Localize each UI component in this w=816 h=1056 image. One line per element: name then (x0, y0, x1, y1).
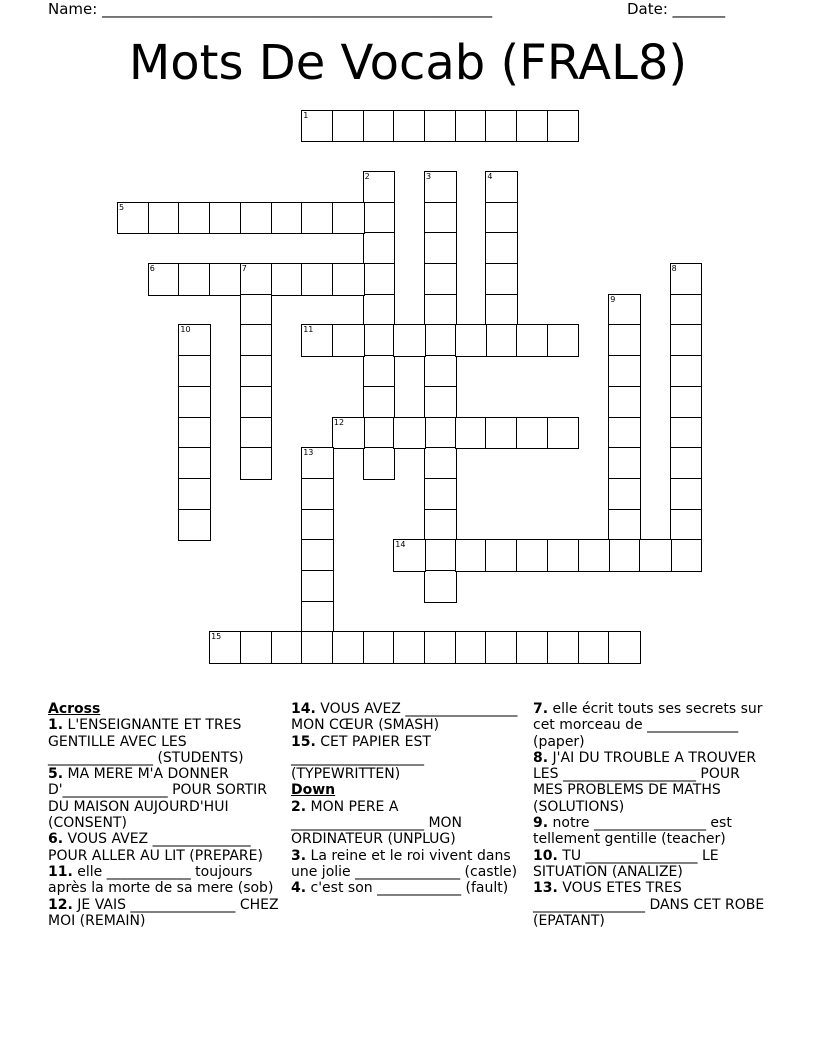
grid-cell[interactable] (485, 263, 518, 296)
clue-item (291, 848, 523, 881)
clue-item-number: 1. (48, 717, 64, 734)
across-heading: Across (48, 701, 101, 717)
clue-item-number: 2. (291, 798, 307, 815)
grid-cell[interactable] (240, 447, 273, 480)
clue-item-number: 11. (48, 863, 73, 880)
grid-cell[interactable] (332, 110, 365, 143)
clue-item-number: 10. (533, 847, 558, 864)
grid-cell[interactable] (240, 386, 273, 419)
grid-cell[interactable] (455, 631, 488, 664)
grid-cell[interactable] (363, 263, 396, 296)
clue-number: 13 (303, 448, 314, 458)
clue-item (48, 864, 280, 897)
clue-item (291, 880, 523, 896)
grid-cell[interactable] (608, 447, 641, 480)
grid-cell[interactable] (485, 539, 518, 572)
clue-item-number: 14. (291, 701, 316, 717)
grid-cell[interactable] (516, 324, 549, 357)
grid-cell[interactable] (424, 417, 457, 450)
grid-cell[interactable] (424, 386, 457, 419)
clue-item-text: TU ________________ LE SITUATION (ANALIZE) (533, 847, 719, 880)
grid-cell[interactable] (178, 447, 211, 480)
clue-item-number: 12. (48, 896, 73, 913)
grid-cell[interactable] (670, 324, 703, 357)
clue-item (48, 766, 280, 831)
grid-cell[interactable] (363, 324, 396, 357)
grid-cell[interactable] (332, 324, 365, 357)
grid-cell[interactable] (424, 232, 457, 265)
grid-cell[interactable] (608, 294, 641, 327)
grid-cell[interactable] (670, 509, 703, 542)
grid-cell[interactable] (332, 631, 365, 664)
grid-cell[interactable] (485, 294, 518, 327)
grid-cell[interactable] (424, 631, 457, 664)
clue-item-text: CET PAPIER EST ___________________ (TYPEWRITTEN) (291, 733, 431, 783)
grid-cell[interactable] (332, 202, 365, 235)
grid-cell[interactable] (424, 539, 457, 572)
grid-cell[interactable] (332, 263, 365, 296)
clue-item-number: 3. (291, 847, 307, 864)
grid-cell[interactable] (424, 171, 457, 204)
grid-cell[interactable] (670, 294, 703, 327)
grid-cell[interactable] (240, 202, 273, 235)
clue-number: 11 (303, 325, 314, 335)
clue-item (291, 799, 523, 848)
grid-cell[interactable] (363, 294, 396, 327)
grid-cell[interactable] (670, 539, 703, 572)
clue-item-number: 6. (48, 831, 64, 848)
clue-number: 9 (610, 294, 616, 304)
grid-cell[interactable] (424, 355, 457, 388)
grid-cell[interactable] (117, 202, 150, 235)
clues-column-3 (533, 701, 765, 929)
grid-cell[interactable] (240, 417, 273, 450)
grid-cell[interactable] (393, 110, 426, 143)
clue-item-number: 5. (48, 766, 64, 783)
grid-cell[interactable] (670, 263, 703, 296)
grid-cell[interactable] (178, 263, 211, 296)
grid-cell[interactable] (424, 263, 457, 296)
clue-item-text: MON PERE A ___________________ MON ORDINATEUR (UNPLUG) (291, 798, 463, 848)
clue-number: 15 (211, 632, 222, 642)
grid-cell[interactable] (547, 417, 580, 450)
grid-cell[interactable] (178, 417, 211, 450)
grid-cell[interactable] (455, 417, 488, 450)
grid-cell[interactable] (363, 110, 396, 143)
grid-cell[interactable] (393, 631, 426, 664)
clue-number: 8 (671, 264, 677, 273)
grid-cell[interactable] (455, 539, 488, 572)
grid-cell[interactable] (148, 263, 181, 296)
clue-item (533, 815, 765, 848)
clue-item-number: 4. (291, 880, 307, 897)
down-heading: Down (291, 782, 336, 799)
grid-cell[interactable] (608, 478, 641, 511)
grid-cell[interactable] (363, 386, 396, 419)
grid-cell[interactable] (148, 202, 181, 235)
grid-cell[interactable] (209, 631, 242, 664)
grid-cell[interactable] (363, 631, 396, 664)
date-line[interactable]: Date: _______ (627, 0, 726, 18)
clue-number: 3 (426, 171, 432, 181)
grid-cell[interactable] (301, 601, 334, 634)
grid-cell[interactable] (271, 631, 304, 664)
grid-cell[interactable] (393, 539, 426, 572)
clue-item (291, 734, 523, 783)
grid-cell[interactable] (178, 202, 211, 235)
grid-cell[interactable] (271, 202, 304, 235)
grid-cell[interactable] (178, 386, 211, 419)
grid-cell[interactable] (363, 417, 396, 450)
grid-cell[interactable] (363, 171, 396, 204)
grid-cell[interactable] (578, 539, 611, 572)
grid-cell[interactable] (424, 202, 457, 235)
grid-cell[interactable] (608, 355, 641, 388)
grid-cell[interactable] (240, 294, 273, 327)
grid-cell[interactable] (608, 539, 641, 572)
clue-item-text: VOUS ETES TRES ________________ DANS CET ROBE (EPATANT) (533, 880, 765, 929)
grid-cell[interactable] (301, 447, 334, 480)
page-title: Mots De Vocab (FRAL8) (128, 35, 688, 91)
grid-cell[interactable] (424, 110, 457, 143)
grid-cell[interactable] (608, 631, 641, 664)
grid-cell[interactable] (547, 539, 580, 572)
grid-cell[interactable] (455, 324, 488, 357)
grid-cell[interactable] (670, 386, 703, 419)
grid-cell[interactable] (516, 110, 549, 143)
grid-cell[interactable] (608, 509, 641, 542)
grid-cell[interactable] (178, 355, 211, 388)
grid-cell[interactable] (608, 417, 641, 450)
grid-cell[interactable] (455, 110, 488, 143)
clue-item-number: 13. (533, 880, 558, 897)
grid-cell[interactable] (240, 631, 273, 664)
grid-cell[interactable] (301, 539, 334, 572)
clue-item-text: VOUS AVEZ ______________ POUR ALLER AU LIT (PREPARE) (48, 831, 263, 864)
clue-item-text: La reine et le roi vivent dans une jolie _______________ (castle) (291, 847, 518, 880)
clue-number: 12 (333, 417, 345, 427)
grid-cell[interactable] (639, 539, 672, 572)
grid-cell[interactable] (393, 417, 426, 450)
grid-cell[interactable] (240, 324, 273, 357)
grid-cell[interactable] (547, 110, 580, 143)
clue-item (48, 717, 280, 766)
grid-cell[interactable] (424, 509, 457, 542)
grid-cell[interactable] (485, 110, 518, 143)
grid-cell[interactable] (301, 202, 334, 235)
clue-number: 6 (149, 264, 155, 273)
clue-item (533, 701, 765, 750)
grid-cell[interactable] (301, 631, 334, 664)
grid-cell[interactable] (424, 294, 457, 327)
grid-cell[interactable] (301, 570, 334, 603)
clue-item (533, 848, 765, 881)
grid-cell[interactable] (424, 570, 457, 603)
clue-item-text: notre ________________ est tellement gentille (teacher) (533, 815, 732, 848)
grid-cell[interactable] (301, 263, 334, 296)
grid-cell[interactable] (547, 324, 580, 357)
clue-number: 4 (487, 171, 493, 181)
grid-cell[interactable] (670, 355, 703, 388)
grid-cell[interactable] (301, 478, 334, 511)
grid-cell[interactable] (547, 631, 580, 664)
grid-cell[interactable] (608, 324, 641, 357)
clue-item-number: 7. (533, 701, 549, 717)
grid-cell[interactable] (485, 324, 518, 357)
grid-cell[interactable] (485, 232, 518, 265)
grid-cell[interactable] (240, 355, 273, 388)
grid-cell[interactable] (209, 202, 242, 235)
grid-cell[interactable] (485, 417, 518, 450)
grid-cell[interactable] (485, 202, 518, 235)
grid-cell[interactable] (301, 110, 334, 143)
clue-item-text: MA MERE M'A DONNER D'_______________ POUR SORTIR DU MAISON AUJOURD'HUI (CONSENT) (48, 766, 267, 832)
clue-number: 14 (395, 540, 406, 550)
clue-item-text: c'est son ____________ (fault) (310, 880, 509, 897)
clue-number: 10 (180, 325, 191, 335)
clue-item-text: VOUS AVEZ ________________ MON CŒUR (SMASH) (291, 701, 518, 734)
grid-cell[interactable] (485, 171, 518, 204)
clue-item-number: 8. (533, 749, 549, 766)
grid-cell[interactable] (178, 478, 211, 511)
clue-item-text: elle écrit touts ses secrets sur cet morceau de _____________ (paper) (533, 701, 763, 750)
grid-cell[interactable] (240, 263, 273, 296)
grid-cell[interactable] (424, 324, 457, 357)
grid-cell[interactable] (424, 478, 457, 511)
grid-cell[interactable] (578, 631, 611, 664)
grid-cell[interactable] (516, 417, 549, 450)
grid-cell[interactable] (363, 447, 396, 480)
grid-cell[interactable] (332, 417, 365, 450)
grid-cell[interactable] (670, 417, 703, 450)
grid-cell[interactable] (516, 539, 549, 572)
clues-column-1 (48, 701, 280, 929)
clue-item-number: 15. (291, 733, 316, 750)
clue-item-text: JE VAIS _______________ CHEZ MOI (REMAIN) (48, 896, 279, 929)
grid-cell[interactable] (363, 355, 396, 388)
grid-cell[interactable] (670, 478, 703, 511)
grid-cell[interactable] (393, 324, 426, 357)
grid-cell[interactable] (178, 509, 211, 542)
clue-item (48, 831, 280, 864)
clue-item (48, 897, 280, 930)
clue-item (291, 701, 523, 734)
clue-number: 5 (119, 202, 125, 212)
name-line[interactable]: Name: ____________________________________________________ (48, 0, 493, 18)
clue-item-text: elle ____________ toujours après la morte de sa mere (sob) (48, 863, 274, 897)
clues-column-2 (291, 701, 523, 897)
clue-number: 1 (303, 110, 309, 120)
grid-cell[interactable] (301, 324, 334, 357)
grid-cell[interactable] (271, 263, 304, 296)
clue-item (533, 750, 765, 815)
clue-number: 7 (241, 264, 247, 273)
clue-item (533, 880, 765, 929)
grid-cell[interactable] (178, 324, 211, 357)
grid-cell[interactable] (516, 631, 549, 664)
clue-item-text: J'AI DU TROUBLE A TROUVER LES ___________________ POUR MES PROBLEMS DE MATHS (SOLUTIONS) (533, 749, 757, 815)
grid-cell[interactable] (301, 509, 334, 542)
grid-cell[interactable] (424, 447, 457, 480)
grid-cell[interactable] (363, 202, 396, 235)
grid-cell[interactable] (363, 232, 396, 265)
grid-cell[interactable] (670, 447, 703, 480)
clue-item-number: 9. (533, 815, 549, 832)
grid-cell[interactable] (608, 386, 641, 419)
clue-item-text: L'ENSEIGNANTE ET TRES GENTILLE AVEC LES _______________ (STUDENTS) (48, 717, 244, 766)
grid-cell[interactable] (209, 263, 242, 296)
grid-cell[interactable] (485, 631, 518, 664)
clue-number: 2 (364, 171, 370, 181)
